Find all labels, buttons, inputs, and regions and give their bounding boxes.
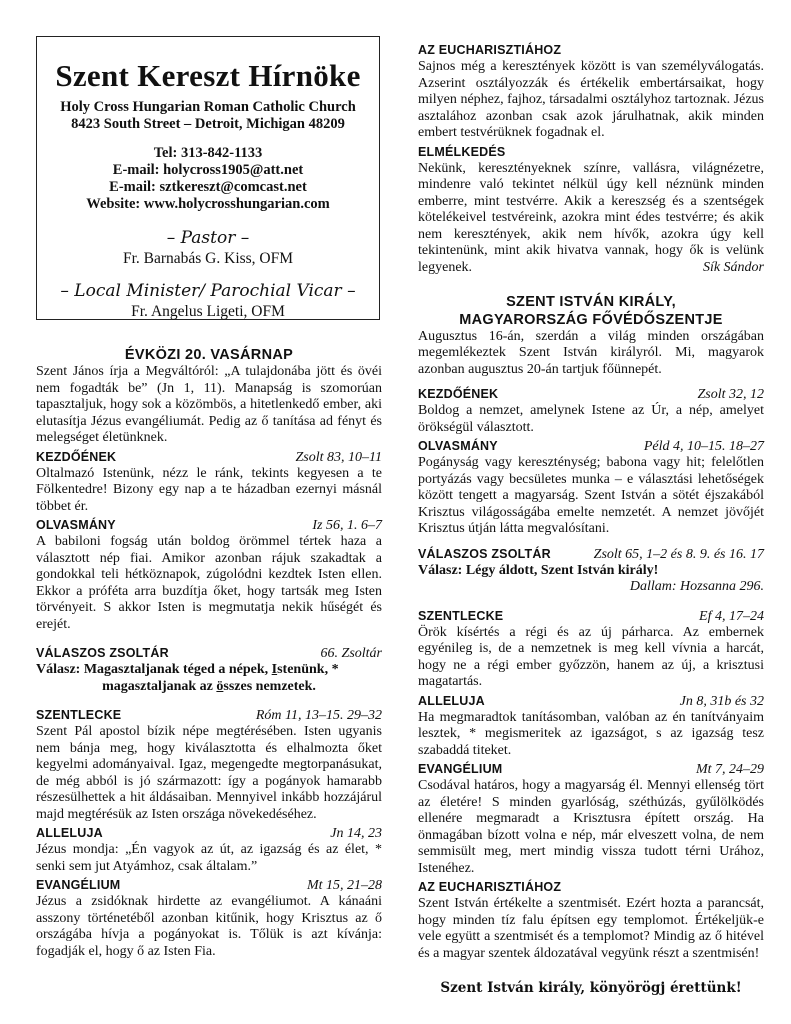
scripture-ref: Zsolt 83, 10–11 <box>295 449 382 465</box>
email-1: E-mail: holycross1905@att.net <box>112 162 304 178</box>
right-column <box>418 40 764 996</box>
vicar-role: – Local Minister/ Parochial Vicar – <box>60 281 356 301</box>
church-name: Holy Cross Hungarian Roman Catholic Church <box>60 99 356 115</box>
left-section-title: ÉVKÖZI 20. VASÁRNAP <box>124 347 294 363</box>
right-intro: Augusztus 16-án, szerdán a világ minden országában megemlékeztek Szent István királyról. Mi, magyarok azonban augusztus 20-án tartjuk főünnepét. <box>418 328 764 377</box>
section-label: AZ EUCHARISZTIÁHOZ <box>418 43 562 57</box>
right-evangelium-text: Csodával határos, hogy a magyarság él. Mennyi ellenség tört az életére! S minden gyarlóság, széthúzás, gyűlölködés ellenére megmaradt a Krisztusra épített ország. Ha önmagában bízott volna e nép, már elveszett volna, de nem semmisült meg, mert mindig vissza tudott térni Urához, Istenéhez. <box>418 778 764 876</box>
section-label: OLVASMÁNY <box>418 439 498 453</box>
left-szentlecke-text: Szent Pál apostol bízik népe megtérésében. Isten ugyanis nem bánja meg, hogy kiválasztotta és elhalmozta őket kegyelmi adományaival. Igaz, megengedte megtorpanásukat, de még abból is jó származott: így a pogányok hamarabb részesülhettek a hit áldásaiban. Mennyivel inkább hozzájárul majd megtérésük az Isten országa növekedéséhez. <box>36 724 382 822</box>
email-2: E-mail: sztkereszt@comcast.net <box>109 179 307 195</box>
right-kezdoenek-header <box>418 386 764 403</box>
right-zsoltar-response: Válasz: Légy áldott, Szent István király! <box>418 562 659 578</box>
scripture-ref: Ef 4, 17–24 <box>699 608 764 624</box>
section-label: ALLELUJA <box>36 826 103 840</box>
left-szentlecke-header <box>36 707 382 724</box>
scripture-ref: Jn 14, 23 <box>330 826 382 841</box>
scripture-ref: 66. Zsoltár <box>320 646 382 661</box>
scripture-ref: Iz 56, 1. 6–7 <box>312 518 382 533</box>
section-label: AZ EUCHARISZTIÁHOZ <box>418 880 562 894</box>
telephone: Tel: 313-842-1133 <box>153 145 263 161</box>
scripture-ref: Jn 8, 31b és 32 <box>679 693 764 709</box>
church-address: 8423 South Street – Detroit, Michigan 48209 <box>71 116 345 132</box>
left-zsoltar-response: Válasz: Magasztaljanak téged a népek, Istenünk, * <box>36 662 339 677</box>
left-evangelium-header <box>36 877 382 894</box>
left-olvasmany-header <box>36 517 382 534</box>
left-intro: Szent János írja a Megváltóról: „A tulajdonába jött és övéi nem fogadták be” (Jn 1, 11). Manapság is szomorúan tapasztaljuk, hogy sok a közömbös, a hitetlenkedő ember, aki elutasítja Jézus evangéliumát. Pedig az ő tanítása ad fényt és melegséget életünknek. <box>36 364 382 445</box>
right-kezdoenek-text: Boldog a nemzet, amelynek Istene az Úr, a nép, amelyet örökségül választott. <box>418 403 764 435</box>
section-label: SZENTLECKE <box>36 708 122 722</box>
section-label: VÁLASZOS ZSOLTÁR <box>418 546 551 561</box>
right-alleluja-text: Ha megmaradtok tanításomban, valóban az én tanítványaim lesztek, * megismeritek az igazságot, s az igazság tesz szabaddá titeket. <box>418 709 764 758</box>
left-olvasmany-text: A babiloni fogság után boldog örömmel tértek haza a választott nép fiai. Amikor azonban rájuk szakadtak a gondokkal teli hétköznapok, zúgolódni kezdtek Isten ellen. Ekkor a próféta arra buzdítja őket, hogy tartsák meg Isten törvényeit. S akkor Isten is megmutatja nekik hűségét és erejét. <box>36 534 382 632</box>
right-elmelkedes-text: Nekünk, keresztényeknek színre, vallásra, világnézetre, mindenre való tekintet nélkül úgy kell néznünk minden emberre, mint testvérre. Akik a kereszség és a szentségek kötelékeivel testvéreink, azokra mint édes testvérre; és akik nem keresztények, akik nem hívők, azokra úgy kell tekintenünk, mint akik hivatva vannak, hogy ők is velünk legyenek. <box>418 160 764 275</box>
right-zsoltar-header <box>418 546 764 563</box>
left-alleluja-header <box>36 825 382 842</box>
masthead-box <box>36 36 380 320</box>
left-kezdoenek-text: Oltalmazó Istenünk, nézz le ránk, tekints kegyesen a te Fölkentedre! Bizony egy nap a te házadban ezernyi másnál többet ér. <box>36 465 382 514</box>
right-evangelium-header <box>418 761 764 778</box>
left-alleluja-text: Jézus mondja: „Én vagyok az út, az igazság és az élet, * senki sem jut Atyámhoz, csak általam.” <box>36 842 382 874</box>
left-zsoltar-response-line2: magasztaljanak az összes nemzetek. <box>102 678 316 694</box>
author-signature: Sík Sándor <box>702 260 764 275</box>
pastor-role: – Pastor – <box>166 228 250 248</box>
left-evangelium-text: Jézus a zsidóknak hirdette az evangéliumot. A kánaáni asszony történetéből azonban kitűnik, hogy Krisztus az ő országába hívja a pogányokat is. Tőlük is azt kívánja: fogadják el, hogy ő az Isten Fia. <box>36 894 382 959</box>
right-euch2-text: Szent István értékelte a szentmisét. Ezért hozta a parancsát, hogy minden tíz falu építsen egy templomot. Értékeljük-e vele együtt a szentmisét és a templomot? Mindig az ő hitével és a magyar szentek áldozatával vegyünk részt a szentmisén! <box>418 896 764 961</box>
right-euch1-header <box>418 42 764 59</box>
right-szentlecke-header <box>418 608 764 625</box>
right-olvasmany-text: Pogányság vagy kereszténység; babona vagy hit; felelőtlen portyázás vagy becsületes munka – e választási lehetőségek között tengett a magyarság. Szent István a sötét éjszakából Krisztus világosságába emelte nemzetét. A nemzet jövőjét Krisztus útján látta megvalósítani. <box>418 455 764 536</box>
section-label: EVANGÉLIUM <box>418 762 503 776</box>
scripture-ref: Róm 11, 13–15. 29–32 <box>255 708 382 723</box>
section-label: EVANGÉLIUM <box>36 878 121 892</box>
section-label: KEZDŐÉNEK <box>36 449 117 464</box>
section-label: SZENTLECKE <box>418 608 504 623</box>
right-szentlecke-text: Örök kísértés a régi és az új párharca. Az embernek egyénileg is, de a nemzetnek is meg kell vívnia a harcát, hogy ne a régi ember győzzön, hanem az új, a krisztusi magatartás. <box>418 624 764 689</box>
bulletin-title: Szent Kereszt Hírnöke <box>55 58 361 93</box>
right-zsoltar-melody: Dallam: Hozsanna 296. <box>629 579 764 594</box>
right-euch2-header <box>418 879 764 896</box>
scripture-ref: Zsolt 65, 1–2 és 8. 9. és 16. 17 <box>593 546 764 562</box>
section-label: ELMÉLKEDÉS <box>418 144 506 159</box>
left-kezdoenek-header <box>36 449 382 466</box>
right-alleluja-header <box>418 693 764 710</box>
section-label: KEZDŐÉNEK <box>418 387 499 401</box>
scripture-ref: Mt 15, 21–28 <box>306 878 382 893</box>
pastor-name: Fr. Barnabás G. Kiss, OFM <box>122 250 294 267</box>
closing-prayer: Szent István király, könyörögj érettünk! <box>440 980 742 996</box>
left-column <box>36 346 382 960</box>
scripture-ref: Mt 7, 24–29 <box>695 762 764 777</box>
section-label: VÁLASZOS ZSOLTÁR <box>36 646 169 660</box>
right-title-line1: SZENT ISTVÁN KIRÁLY, <box>506 293 676 310</box>
scripture-ref: Zsolt 32, 12 <box>697 387 764 402</box>
right-title-line2: MAGYARORSZÁG FŐVÉDŐSZENTJE <box>459 311 723 328</box>
scripture-ref: Péld 4, 10–15. 18–27 <box>643 439 764 454</box>
section-label: ALLELUJA <box>418 693 485 708</box>
right-euch1-text: Sajnos még a keresztények között is van személyválogatás. Azserint osztályozzák és értékelik embertársaikat, hogy milyen néphez, fajhoz, társadalmi osztályhoz tartoznak. Jézus asztalához azonban csak azok járulhatnak, akik minden embert testvérüknek fogadnak el. <box>418 59 764 140</box>
vicar-name: Fr. Angelus Ligeti, OFM <box>131 303 285 320</box>
left-zsoltar-header <box>36 645 382 662</box>
right-elmelkedes-header <box>418 144 764 161</box>
right-olvasmany-header <box>418 438 764 455</box>
website: Website: www.holycrosshungarian.com <box>86 196 330 212</box>
section-label: OLVASMÁNY <box>36 518 116 532</box>
